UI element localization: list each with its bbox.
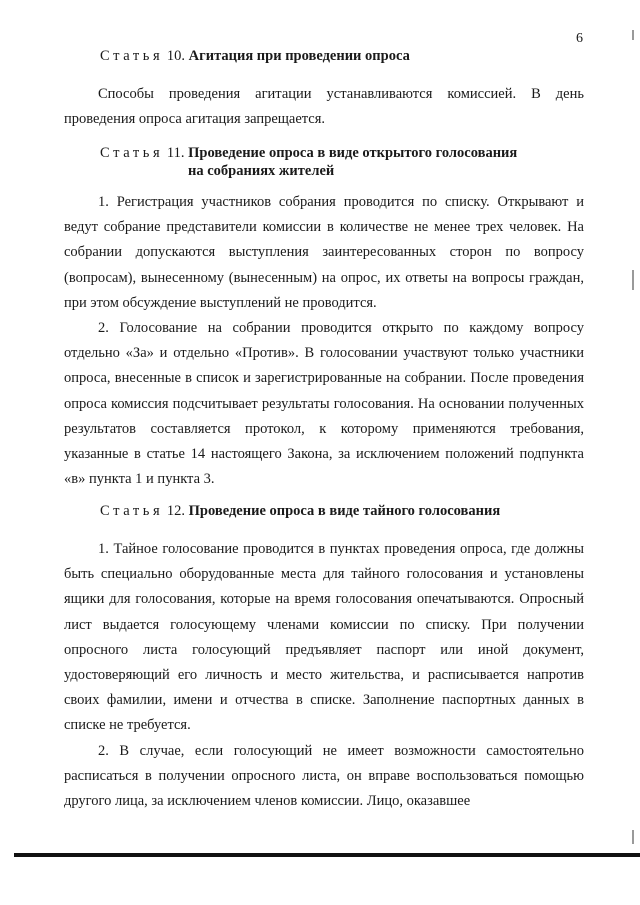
- paragraph-2: 2. Голосование на собрании проводится открыто по каждому вопросу отдельно «За» и отдельно «Против». В голосовании участвуют только участники опроса, внесенные в список и зарегистрированные на собрании. После проведения опроса комиссия подсчитывает результаты голосования. На основании полученных результатов составляется протокол, к которому применяются требования, указанные в статье 14 настоящего Закона, за исключением положений подпункта «в» пункта 1 и пункта 3.: [64, 320, 584, 488]
- paragraph: Способы проведения агитации устанавливаются комиссией. В день проведения опроса агитация запрещается.: [64, 86, 584, 128]
- article-number: 12.: [166, 503, 186, 519]
- article-12-heading: [100, 502, 500, 520]
- article-title: Проведение опроса в виде тайного голосования: [188, 503, 501, 519]
- paragraph-1: 1. Регистрация участников собрания проводится по списку. Открывают и ведут собрание представители комиссии в количестве не менее трех человек. На собрании допускаются выступления заинтересованных сторон по вопросу (вопросам), вынесенному (вынесенным) на опрос, их ответы на вопросы граждан, при этом обсуждение выступлений не проводится.: [64, 194, 584, 311]
- article-10-text: [64, 82, 584, 132]
- article-12-text: [64, 537, 584, 814]
- scan-edge-mark: [632, 270, 634, 290]
- page-number: 6: [576, 31, 583, 46]
- article-number: 10.: [166, 48, 186, 64]
- paragraph-2: 2. В случае, если голосующий не имеет возможности самостоятельно расписаться в получении опросного листа, он вправе воспользоваться помощью другого лица, за исключением членов комиссии. Лицо, оказавшее: [64, 742, 584, 810]
- paragraph-1: 1. Тайное голосование проводится в пунктах проведения опроса, где должны быть специально оборудованные места для тайного голосования и установлены ящики для голосования, которые на время голосования опечатываются. Опросный лист выдается голосующему членами комиссии по списку. При получении опросного листа голосующий предъявляет паспорт или иной документ, удостоверяющий его личность и место жительства, и расписывается напротив своих фамилии, имени и отчества в списке. Заполнение паспортных данных в списке не требуется.: [64, 541, 584, 734]
- scan-edge-mark: [632, 830, 634, 844]
- article-label: Статья: [100, 145, 164, 161]
- article-11-text: [64, 190, 584, 492]
- article-label: Статья: [100, 503, 164, 519]
- article-10-heading: [100, 47, 410, 65]
- bottom-border-line: [14, 853, 640, 857]
- article-title: Проведение опроса в виде открытого голосования: [188, 145, 518, 161]
- article-label: Статья: [100, 48, 164, 64]
- article-number: 11.: [166, 145, 185, 161]
- article-11-heading: [100, 144, 517, 180]
- scan-edge-mark: [632, 30, 634, 40]
- article-title-continued: на собраниях жителей: [188, 163, 335, 179]
- article-title: Агитация при проведении опроса: [188, 48, 410, 64]
